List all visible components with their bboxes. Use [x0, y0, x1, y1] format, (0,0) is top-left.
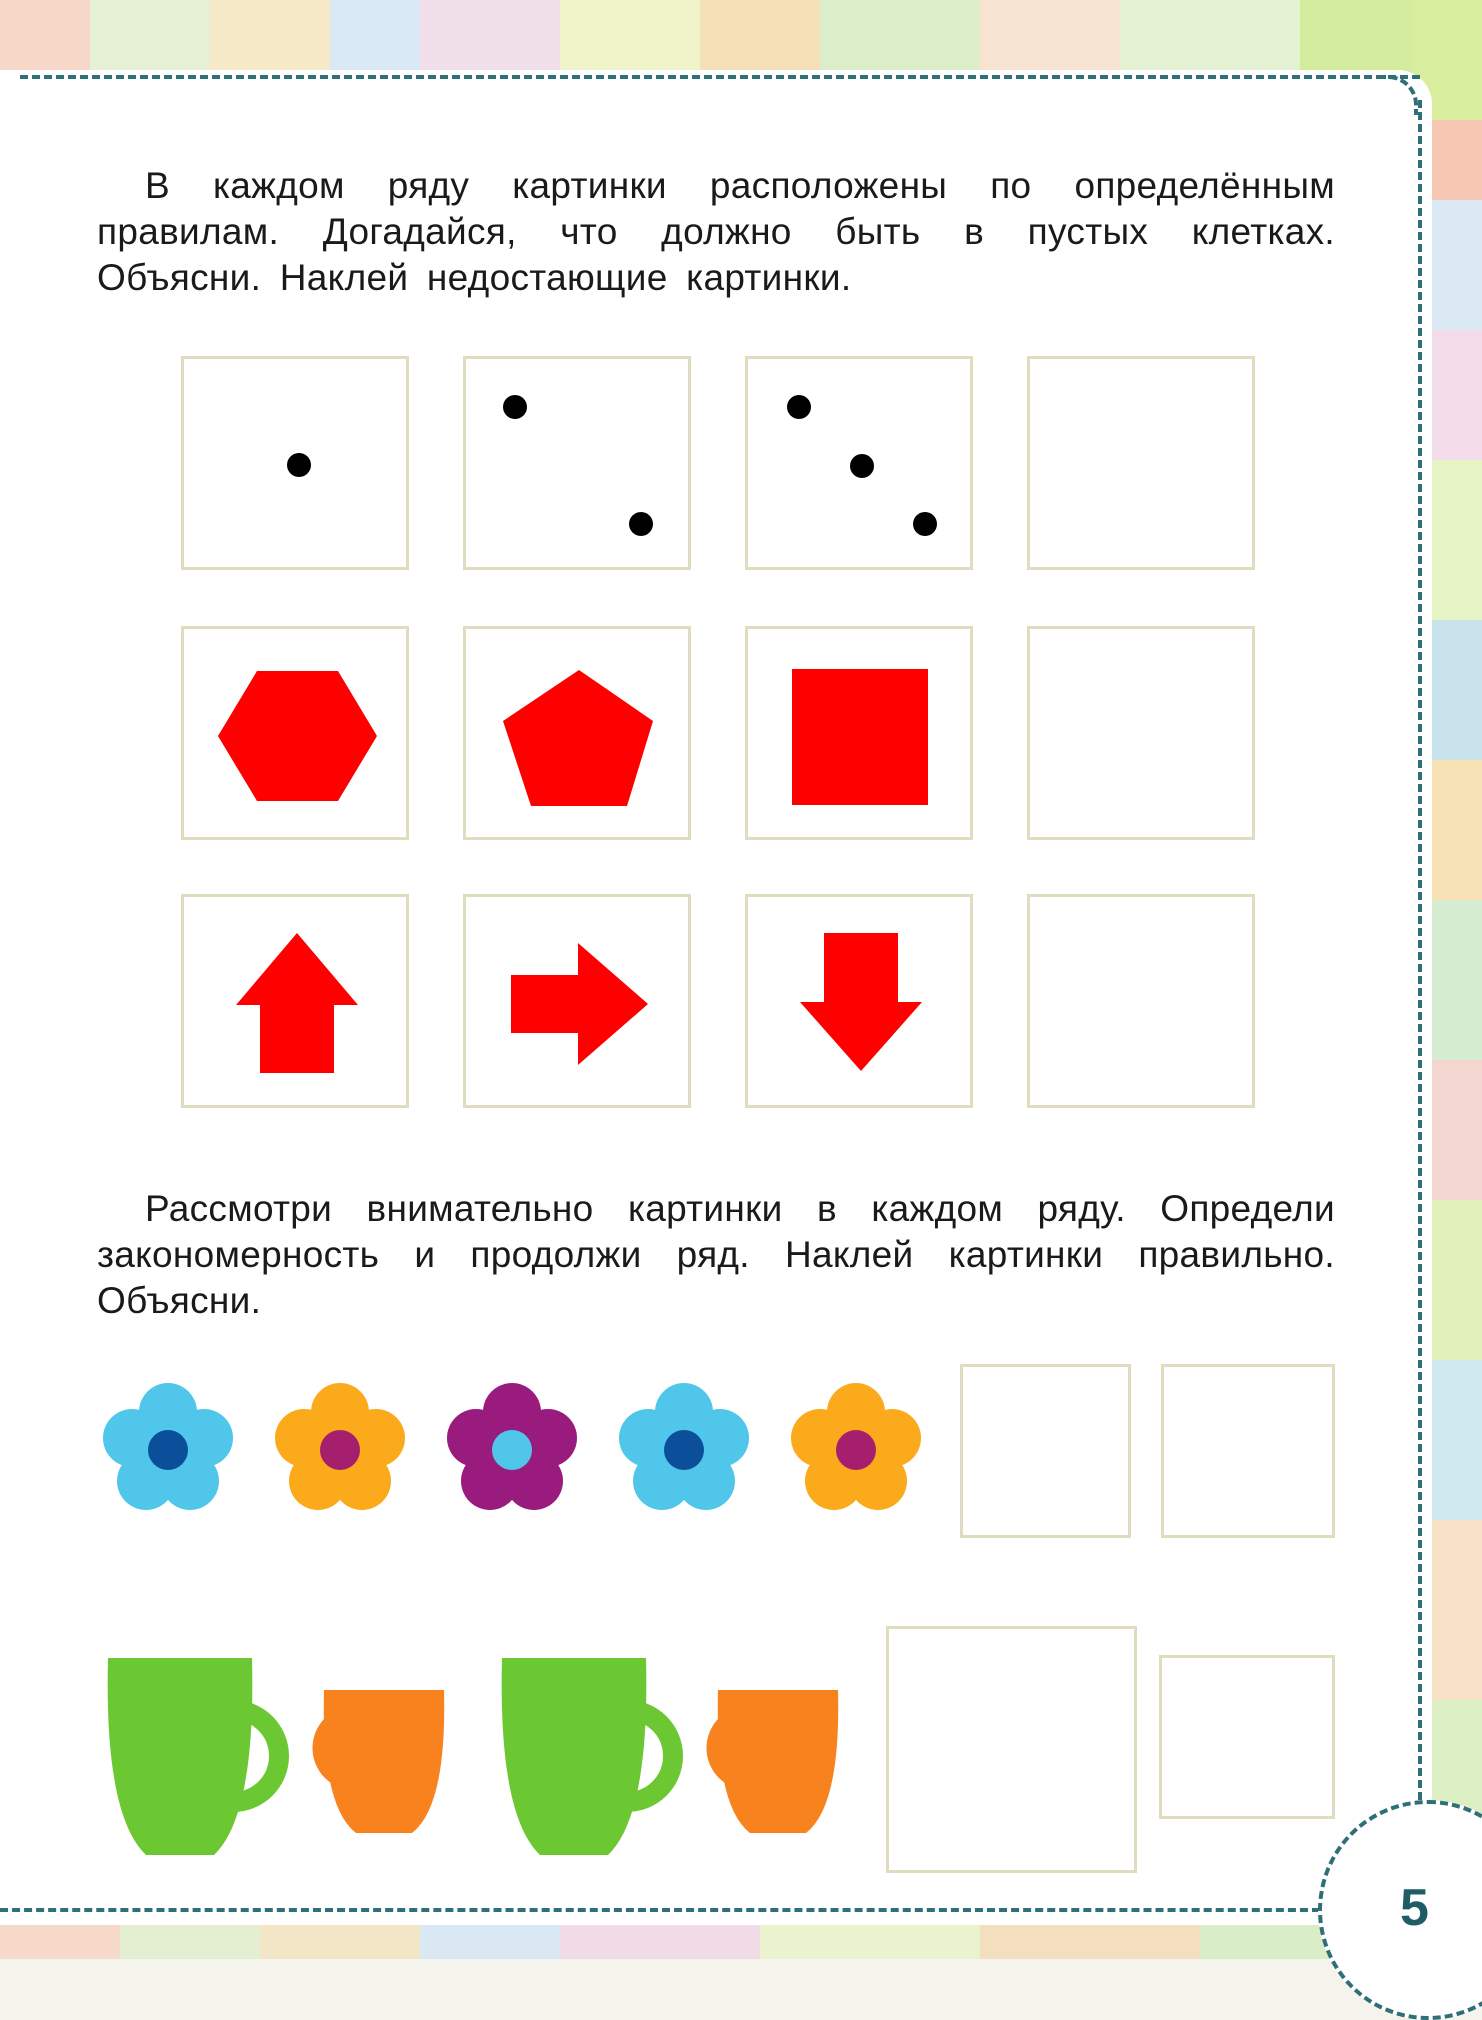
arrow-right-cell — [463, 894, 691, 1108]
empty-sticker-cell-row1[interactable] — [1027, 356, 1255, 570]
dot-cell-2 — [463, 356, 691, 570]
pentagon-shape — [503, 670, 653, 806]
page-number: 5 — [1400, 1879, 1429, 1937]
arrow-down-cell — [745, 894, 973, 1108]
cup-large-green — [108, 1658, 279, 1855]
dot — [629, 512, 653, 536]
square-cell — [745, 626, 973, 840]
flower-orange — [791, 1383, 921, 1510]
dot — [787, 395, 811, 419]
pentagon-cell — [463, 626, 691, 840]
arrow-up-icon — [236, 933, 358, 1073]
page-dashed-frame-bottom — [0, 1908, 1320, 1912]
cup-large-green — [502, 1658, 673, 1855]
arrow-down-icon — [800, 933, 922, 1071]
cup-row — [100, 1650, 880, 1880]
arrow-up-cell — [181, 894, 409, 1108]
page-dashed-frame-right — [1418, 100, 1422, 1800]
empty-sticker-cell-cups-2[interactable] — [1159, 1655, 1335, 1819]
hexagon-cell — [181, 626, 409, 840]
task2-instruction: Рассмотри внимательно картинки в каждом ряду. Определи закономерность и продолжи ряд. Наклей картинки правильно. Объясни. — [97, 1188, 1335, 1321]
empty-sticker-cell-flowers-2[interactable] — [1161, 1364, 1335, 1538]
dot — [287, 453, 311, 477]
flower-purple — [447, 1383, 577, 1510]
empty-sticker-cell-flowers-1[interactable] — [960, 1364, 1131, 1538]
arrow-right-icon — [511, 943, 648, 1065]
flower-blue — [103, 1383, 233, 1510]
dot — [503, 395, 527, 419]
flower-blue — [619, 1383, 749, 1510]
flower-row — [100, 1375, 940, 1525]
dot-cell-1 — [181, 356, 409, 570]
cup-small-orange — [321, 1690, 444, 1833]
cup-small-orange — [715, 1690, 838, 1833]
task1-instruction: В каждом ряду картинки расположены по определённым правилам. Догадайся, что должно быть в пустых клетках. Объясни. Наклей недостающие картинки. — [97, 165, 1335, 298]
dot-cell-3 — [745, 356, 973, 570]
flower-orange — [275, 1383, 405, 1510]
decorative-top-border — [0, 0, 1482, 80]
empty-sticker-cell-row3[interactable] — [1027, 894, 1255, 1108]
empty-sticker-cell-row2[interactable] — [1027, 626, 1255, 840]
square-shape — [792, 669, 928, 805]
page-dashed-frame-top — [20, 75, 1420, 79]
hexagon-shape — [218, 671, 377, 801]
empty-sticker-cell-cups-1[interactable] — [886, 1626, 1137, 1873]
dot — [850, 454, 874, 478]
dot — [913, 512, 937, 536]
